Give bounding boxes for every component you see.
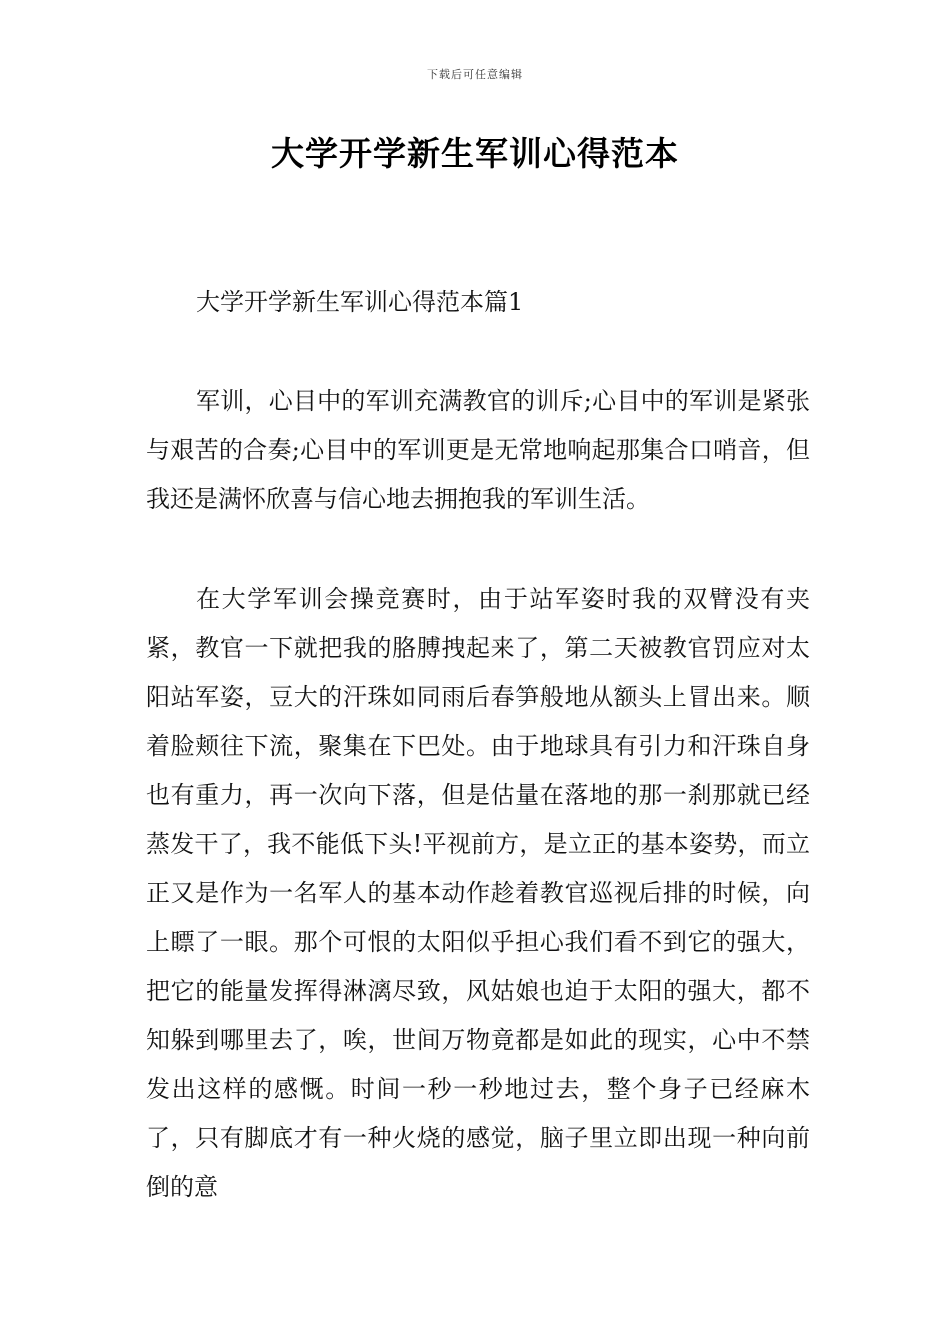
section-heading: 大学开学新生军训心得范本篇1	[196, 288, 524, 316]
body-paragraph: 在大学军训会操竞赛时，由于站军姿时我的双臂没有夹紧，教官一下就把我的胳膊拽起来了，第二天被教官罚应对太阳站军姿，豆大的汗珠如同雨后春笋般地从额头上冒出来。顺着脸颊往下流，聚集在下巴处。由于地球具有引力和汗珠自身也有重力，再一次向下落，但是估量在落地的那一刹那就已经蒸发干了，我不能低下头!平视前方，是立正的基本姿势，而立正又是作为一名军人的基本动作趁着教官巡视后排的时候，向上瞟了一眼。那个可恨的太阳似乎担心我们看不到它的强大，把它的能量发挥得淋漓尽致，风姑娘也迫于太阳的强大，都不知躲到哪里去了，唉，世间万物竟都是如此的现实，心中不禁发出这样的感慨。时间一秒一秒地过去，整个身子已经麻木了，只有脚底才有一种火烧的感觉，脑子里立即出现一种向前倒的意	[146, 585, 810, 1201]
header-note: 下载后可任意编辑	[427, 68, 523, 81]
document-title: 大学开学新生军训心得范本	[271, 134, 679, 173]
body-paragraph: 军训，心目中的军训充满教官的训斥;心目中的军训是紧张与艰苦的合奏;心目中的军训更是无常地响起那集合口哨音，但我还是满怀欣喜与信心地去拥抱我的军训生活。	[146, 387, 810, 513]
